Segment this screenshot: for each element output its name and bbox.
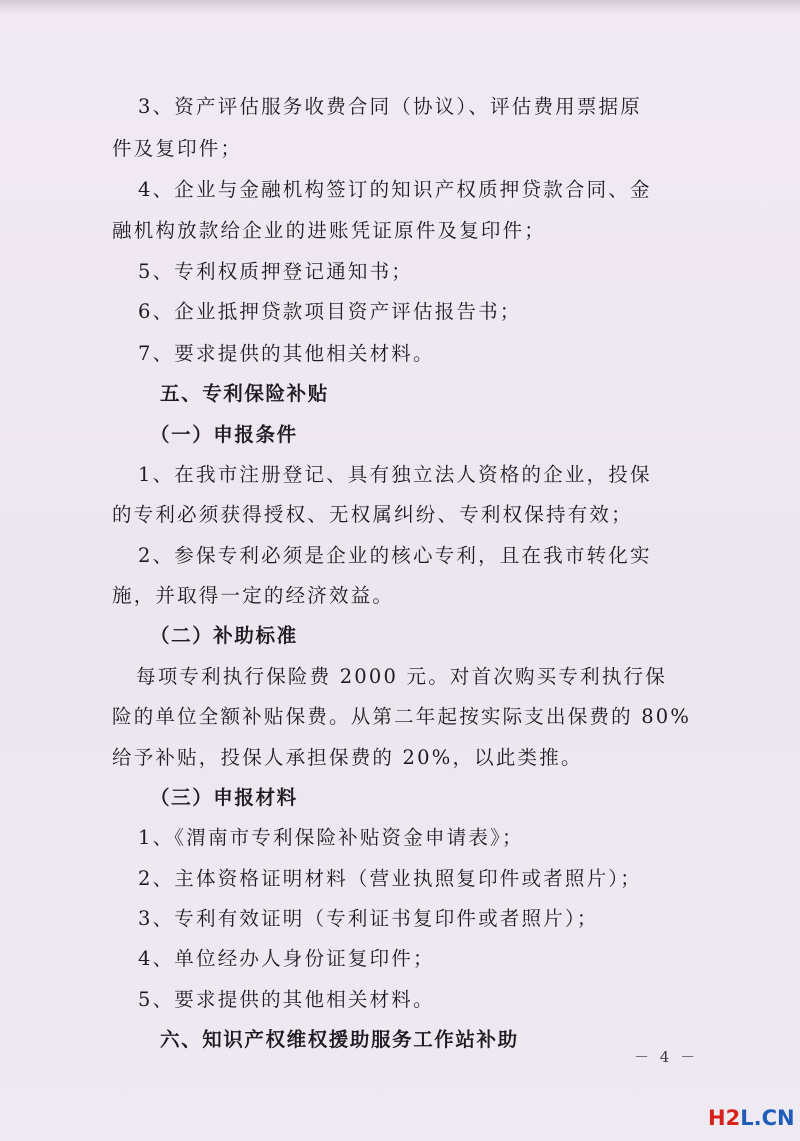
paragraph-line: 险的单位全额补贴保费。从第二年起按实际支出保费的 80% (112, 705, 692, 728)
section-heading: （一）申报条件 (150, 423, 298, 446)
watermark-cn: CN (761, 1106, 795, 1130)
section-heading: 六、知识产权维权援助服务工作站补助 (160, 1028, 519, 1051)
paragraph-line: 3、专利有效证明（专利证书复印件或者照片）； (138, 907, 599, 930)
paragraph-line: 4、企业与金融机构签订的知识产权质押贷款合同、金 (138, 178, 652, 201)
paragraph-line: 每项专利执行保险费 2000 元。对首次购买专利执行保 (136, 665, 667, 688)
paragraph-line: 1、在我市注册登记、具有独立法人资格的企业，投保 (138, 463, 652, 486)
paragraph-line: 给予补贴，投保人承担保费的 20%，以此类推。 (112, 746, 583, 769)
paragraph-line: 6、企业抵押贷款项目资产评估报告书； (138, 300, 522, 323)
scan-top-shadow (0, 0, 800, 14)
paragraph-line: 施，并取得一定的经济效益。 (112, 584, 395, 607)
paragraph-line: 的专利必须获得授权、无权属纠纷、专利权保持有效； (112, 503, 633, 526)
paragraph-line: 融机构放款给企业的进账凭证原件及复印件； (112, 219, 547, 242)
watermark-2: 2 (725, 1106, 741, 1130)
section-heading: （二）补助标准 (150, 624, 298, 647)
paragraph-line: 4、单位经办人身份证复印件； (138, 947, 435, 970)
section-heading: 五、专利保险补贴 (160, 382, 329, 405)
paragraph-line: 2、参保专利必须是企业的核心专利，且在我市转化实 (138, 544, 652, 567)
site-watermark-logo (708, 1106, 798, 1136)
section-heading: （三）申报材料 (150, 786, 298, 809)
page-number: － 4 － (634, 1048, 699, 1066)
paragraph-line: 件及复印件； (112, 137, 243, 160)
paragraph-line: 1、《渭南市专利保险补贴资金申请表》； (138, 826, 524, 849)
paragraph-line: 2、主体资格证明材料（营业执照复印件或者照片）； (138, 867, 642, 890)
paragraph-line: 5、要求提供的其他相关材料。 (138, 988, 435, 1011)
paragraph-line: 5、专利权质押登记通知书； (138, 260, 414, 283)
watermark-dot: . (753, 1106, 762, 1130)
watermark-h: H (708, 1106, 726, 1130)
paragraph-line: 3、资产评估服务收费合同（协议）、评估费用票据原 (138, 95, 642, 118)
paragraph-line: 7、要求提供的其他相关材料。 (138, 342, 435, 365)
watermark-l: L (740, 1106, 754, 1130)
